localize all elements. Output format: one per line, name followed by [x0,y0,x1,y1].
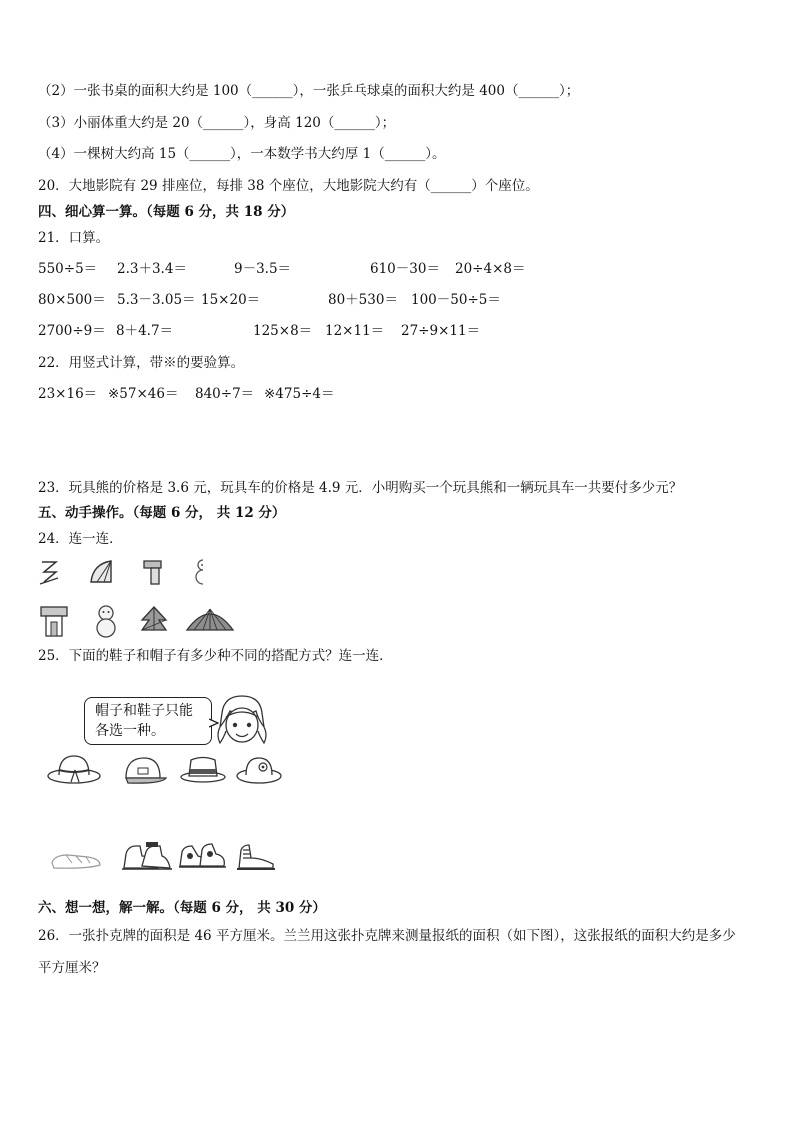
q23-text: 23．玩具熊的价格是 3.6 元，玩具车的价格是 4.9 元．小明购买一个玩具熊和一辆玩具车一共要付多少元？ [38,480,683,496]
umbrella-icon [184,606,236,636]
q21-item: 9－3.5＝ [234,261,292,277]
fedora-icon [178,752,228,786]
q21-item: 610－30＝ [370,261,440,277]
q19-part-3: （3）小丽体重大约是 20（______），身高 120（______）； [38,115,396,131]
half-mushroom-house-icon [141,558,165,586]
q21-item: 550÷5＝ [38,261,98,277]
q22-item: 840÷7＝ [195,386,255,402]
sneaker-icon [176,838,228,872]
q21-item: 15×20＝ [201,292,261,308]
q22-item: ※57×46＝ [108,386,179,402]
flower-hat-icon [235,752,283,786]
q21-item: 100－50÷5＝ [411,292,501,308]
q19-part-2: （2）一张书桌的面积大约是 100（______），一张乒乓球桌的面积大约是 400（______）； [38,83,580,99]
section5-heading: 五、动手操作。（每题 6 分， 共 12 分） [38,505,286,521]
sun-hat-icon [45,752,103,786]
q21-item: 2700÷9＝ [38,323,106,339]
mushroom-house-icon [38,604,70,638]
q21-item: 27÷9×11＝ [401,323,481,339]
section4-heading: 四、细心算一算。（每题 6 分，共 18 分） [38,204,295,220]
half-shape-icon [38,558,60,586]
high-top-icon [233,840,279,874]
q26-line: 26．一张扑克牌的面积是 46 平方厘米。兰兰用这张扑克牌来测量报纸的面积（如下图），这张报纸的面积大约是多少 [38,928,736,944]
q25-title: 25．下面的鞋子和帽子有多少种不同的搭配方式？连一连． [38,648,393,664]
q24-title: 24．连一连． [38,531,123,547]
q21-title: 21．口算。 [38,230,110,246]
speech-bubble [84,697,212,745]
half-umbrella-icon [87,558,115,586]
q21-item: 125×8＝ [253,323,313,339]
section6-heading: 六、想一想，解一解。（每题 6 分， 共 30 分） [38,900,326,916]
q21-item: 8＋4.7＝ [116,323,174,339]
q21-item: 80×500＝ [38,292,106,308]
q19-part-4: （4）一棵树大约高 15（______），一本数学书大约厚 1（______）。 [38,146,446,162]
q21-item: 2.3＋3.4＝ [117,261,187,277]
boot-icon [118,838,174,874]
tree-shape-icon [139,604,169,638]
q22-item: ※475÷4＝ [264,386,335,402]
sandal-icon [48,843,104,873]
q21-item: 5.3－3.05＝ [117,292,196,308]
q26-line: 平方厘米？ [38,960,106,976]
bubble-line: 各选一种。 [95,723,165,739]
q22-title: 22．用竖式计算，带※的要验算。 [38,355,245,371]
snowman-icon [92,604,120,638]
q20-text: 20．大地影院有 29 排座位，每排 38 个座位，大地影院大约有（______）个座位。 [38,178,539,194]
cap-icon [120,752,170,786]
q21-item: 12×11＝ [325,323,385,339]
half-snowman-icon [193,558,209,586]
q22-item: 23×16＝ [38,386,98,402]
q21-item: 20÷4×8＝ [455,261,526,277]
girl-face-icon [214,693,270,753]
q21-item: 80＋530＝ [328,292,398,308]
bubble-line: 帽子和鞋子只能 [95,703,193,719]
